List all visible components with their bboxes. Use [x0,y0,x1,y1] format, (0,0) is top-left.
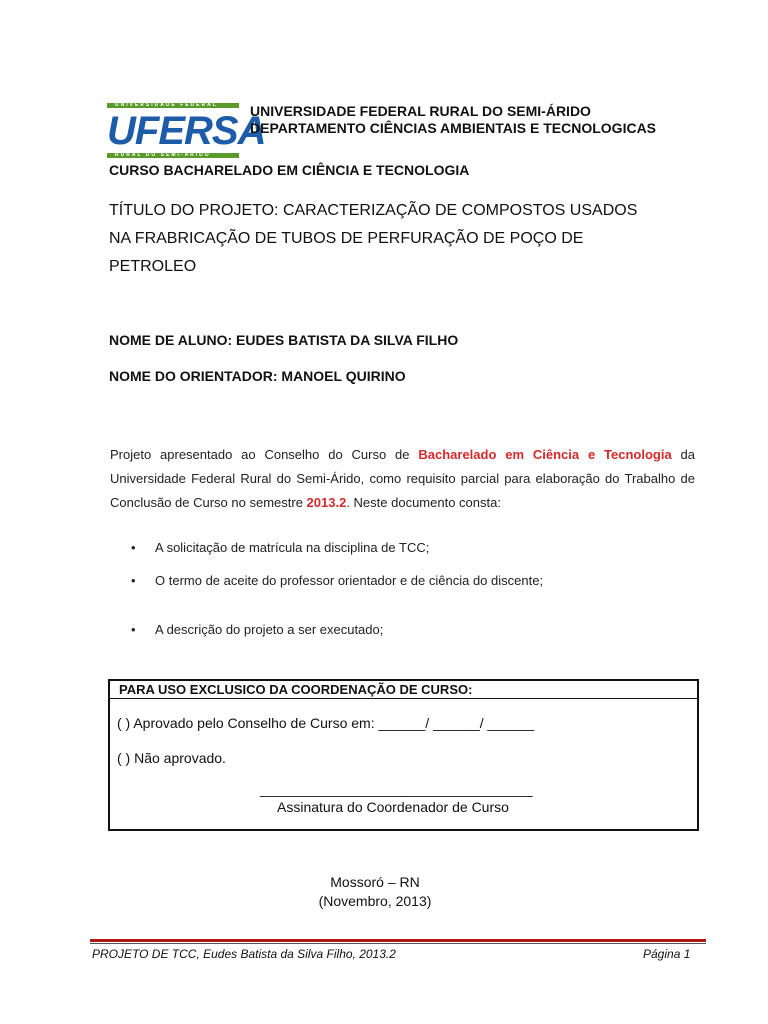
paragraph-text-2: da Universidade Federal Rural do Semi-Árido, como requisito parcial para elaboração do Trabalho de Conclusão de Curso no semestre [110,447,695,510]
page-number: Página 1 [643,947,691,961]
place-and-date [250,873,500,911]
bullet-icon: • [131,622,136,637]
signature-label: Assinatura do Coordenador de Curso [277,799,509,815]
coordination-box [108,679,699,831]
logo-bottom-text: RURAL DO SEMI-ÁRIDO [115,152,211,158]
date: (Novembro, 2013) [318,893,432,909]
list-item-text: A descrição do projeto a ser executado; [155,622,384,637]
list-item-text: A solicitação de matrícula na disciplina de TCC; [155,540,430,555]
course-highlight: Bacharelado em Ciência e Tecnologia [418,447,672,462]
list-item [131,622,383,637]
signature-line: ___________________________________ [260,781,533,797]
approved-line: ( ) Aprovado pelo Conselho de Curso em: ______/ ______/ ______ [117,715,535,731]
list-item [131,573,543,588]
bullet-icon: • [131,540,136,555]
list-item-text: O termo de aceite do professor orientador e de ciência do discente; [155,573,544,588]
institution-name: UNIVERSIDADE FEDERAL RURAL DO SEMI-ÁRIDO [250,103,591,119]
advisor-name: NOME DO ORIENTADOR: MANOEL QUIRINO [109,368,406,384]
paragraph-text-3: . Neste documento consta: [346,495,501,510]
logo-top-band [107,103,239,108]
logo-bottom-band [107,153,239,158]
footer-rule [90,939,706,942]
semester-highlight: 2013.2 [306,495,347,510]
logo-top-text: UNIVERSIDADE FEDERAL [115,102,218,108]
logo-wordmark: UFERSA [107,109,266,153]
institution-header [250,103,670,137]
ufersa-logo [107,102,266,158]
coordination-box-header: PARA USO EXCLUSICO DA COORDENAÇÃO DE CURSO: [110,681,697,699]
department-name: DEPARTAMENTO CIÊNCIAS AMBIENTAIS E TECNOLOGICAS [250,120,657,136]
student-name: NOME DE ALUNO: EUDES BATISTA DA SILVA FILHO [109,332,459,348]
list-item [131,540,429,555]
footer-rule-thin [90,943,706,944]
city: Mossoró – RN [330,874,420,890]
bullet-icon: • [131,573,136,588]
paragraph-text-1: Projeto apresentado ao Conselho do Curso de [110,447,419,462]
not-approved-line: ( ) Não aprovado. [117,750,226,766]
project-title: TÍTULO DO PROJETO: CARACTERIZAÇÃO DE COMPOSTOS USADOS NA FRABRICAÇÃO DE TUBOS DE PERFURAÇÃO DE POÇO DE PETROLEO [109,202,638,275]
footer-text: PROJETO DE TCC, Eudes Batista da Silva Filho, 2013.2 [92,947,396,961]
intro-paragraph [110,443,695,515]
course-name: CURSO BACHARELADO EM CIÊNCIA E TECNOLOGIA [109,162,470,178]
